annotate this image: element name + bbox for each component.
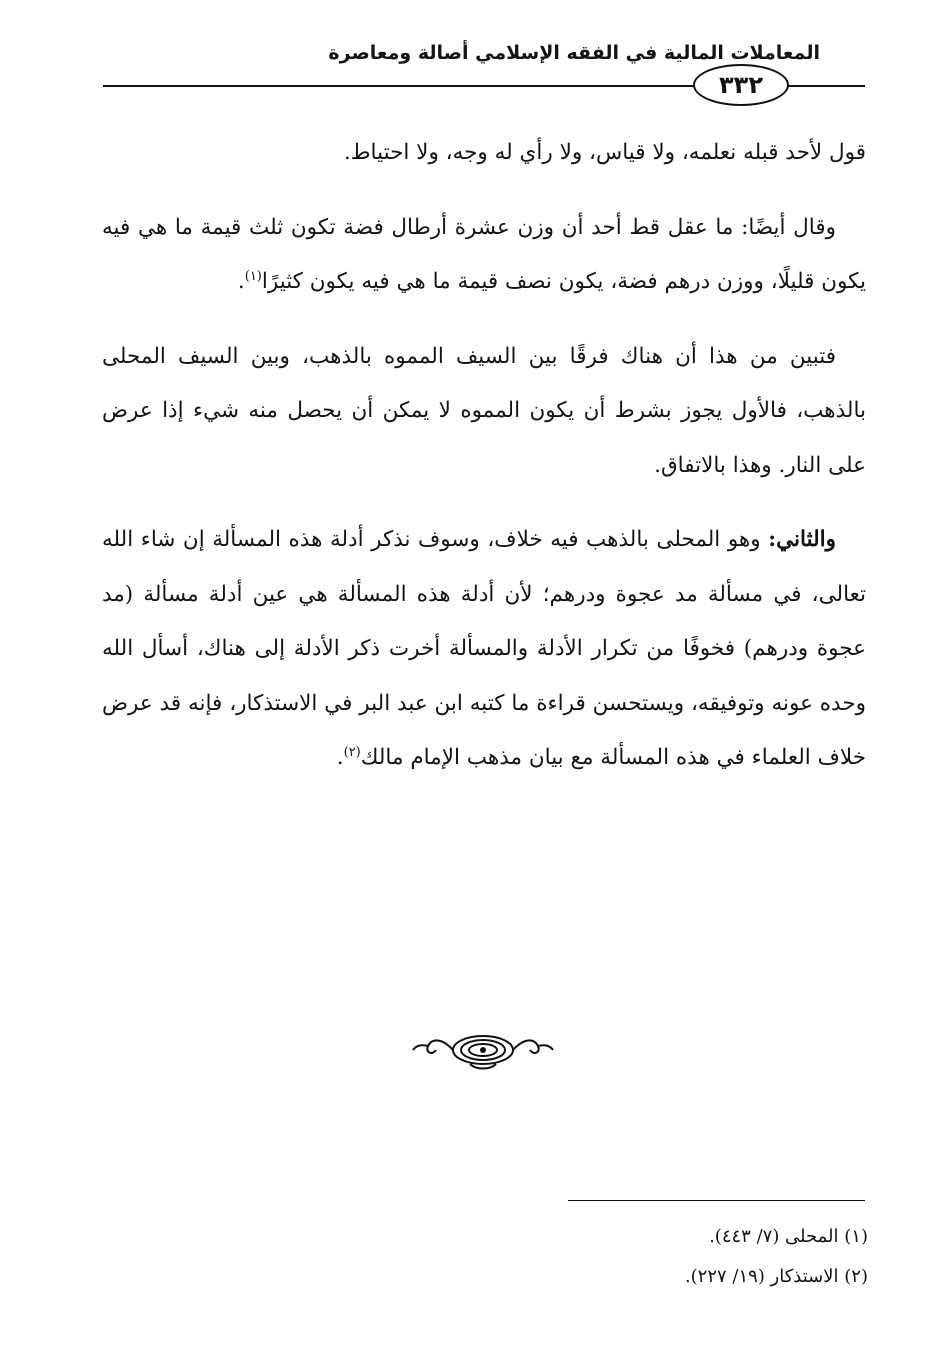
paragraph-4-end: . <box>336 745 344 770</box>
section-end-ornament <box>410 1028 556 1072</box>
footnote-ref-2: (٢) <box>343 744 361 760</box>
paragraph-4-text: وهو المحلى بالذهب فيه خلاف، وسوف نذكر أدلة هذه المسألة إن شاء الله تعالى، في مسألة مد عجوة ودرهم؛ لأن أدلة هذه المسألة هي عين أدلة مسألة (مد عجوة ودرهم) فخوفًا من تكرار الأدلة والمسألة أخرت ذكر الأدلة إلى هناك، أسأل الله وحده عونه وتوفيقه، ويستحسن قراءة ما كتبه ابن عبد البر في الاستذكار، فإنه قد عرض خلاف العلماء في هذه المسألة مع بيان مذهب الإمام مالك <box>102 527 866 770</box>
paragraph-2 <box>102 201 866 310</box>
footnote-1-text: المحلى (٧/ ٤٤٣). <box>709 1226 839 1247</box>
footnote-2-text: الاستذكار (١٩/ ٢٢٧). <box>684 1266 839 1287</box>
footnote-ref-1: (١) <box>244 268 262 284</box>
paragraph-2-text: وقال أيضًا: ما عقل قط أحد أن وزن عشرة أرطال فضة تكون ثلث قيمة ما هي فيه يكون قليلًا، ووزن درهم فضة، يكون نصف قيمة ما هي فيه يكون كثيرًا <box>102 214 866 294</box>
footnote-2 <box>368 1257 868 1297</box>
footnote-1 <box>368 1217 868 1257</box>
page-number: ٣٣٢ <box>693 64 789 106</box>
footnote-rule <box>568 1200 865 1201</box>
paragraph-2-end: . <box>237 269 245 294</box>
body-text <box>102 126 866 806</box>
paragraph-1-text: قول لأحد قبله نعلمه، ولا قياس، ولا رأي له وجه، ولا احتياط. <box>343 140 866 165</box>
paragraph-4 <box>102 513 866 786</box>
paragraph-3 <box>102 330 866 494</box>
paragraph-1 <box>102 126 866 181</box>
running-head: المعاملات المالية في الفقه الإسلامي أصالة ومعاصرة <box>328 42 820 64</box>
footnote-2-number: (٢) <box>844 1266 868 1287</box>
paragraph-3-text: فتبين من هذا أن هناك فرقًا بين السيف المموه بالذهب، وبين السيف المحلى بالذهب، فالأول يجوز بشرط أن يكون المموه لا يمكن أن يحصل منه شيء إذا عرض على النار. وهذا بالاتفاق. <box>102 343 866 478</box>
paragraph-4-lead: والثاني: <box>768 527 836 552</box>
footnotes <box>368 1217 868 1297</box>
footnote-1-number: (١) <box>844 1226 868 1247</box>
